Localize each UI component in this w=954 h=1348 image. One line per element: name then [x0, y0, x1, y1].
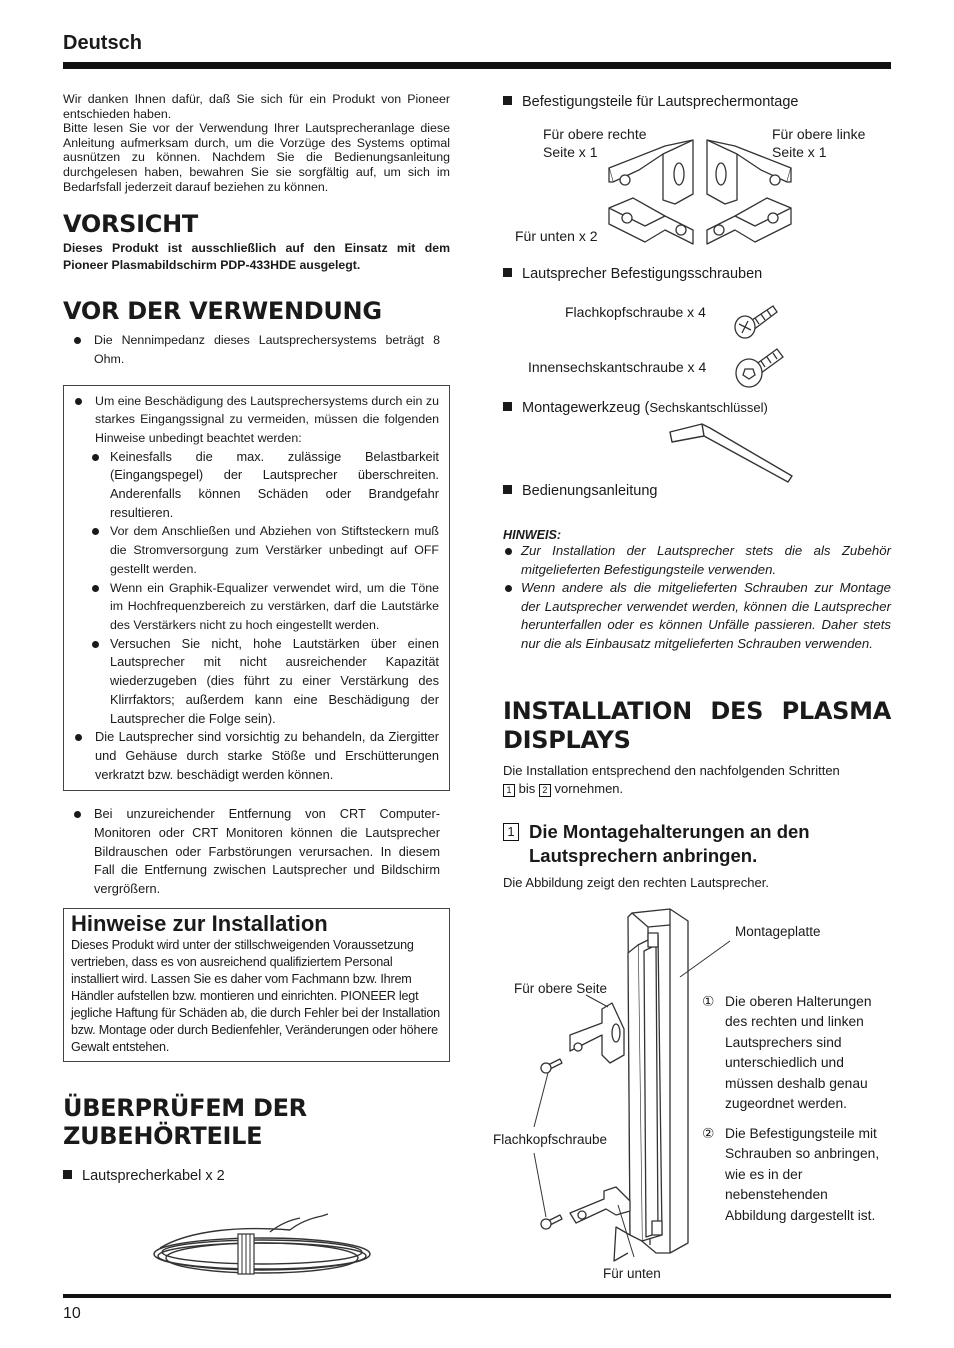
- vor-der-verwendung-heading: VOR DER VERWENDUNG: [63, 297, 382, 326]
- hinweis-item-1: [503, 542, 891, 579]
- warning-sub-1-text: Keinesfalls die max. zulässige Belastbarkeit (Eingangspegel) der Lautsprecher überschreiten. Anderenfalls können Schäden oder Brandgefahr resultieren.: [110, 448, 439, 520]
- intro-paragraph-1: Wir danken Ihnen dafür, daß Sie sich für ein Produkt von Pioneer entschieden haben.: [63, 92, 450, 121]
- flat-head-screw-icon: [733, 300, 783, 340]
- bullet-dot: [75, 398, 82, 405]
- square-bullet: [503, 96, 512, 105]
- brackets-item: [503, 92, 891, 112]
- warning-bullet-1-text: Um eine Beschädigung des Lautsprechersystems durch ein zu starkes Eingangssignal zu vermeiden, müssen die folgenden Hinweise unbedingt beachtet werden:: [95, 393, 439, 445]
- bullet-dot: [74, 811, 81, 818]
- warning-sub-3: [64, 579, 439, 635]
- tool-item-text-small: Sechskantschlüssel): [649, 400, 768, 415]
- hinweis-item-1-text: Zur Installation der Lautsprecher stets die als Zubehör mitgelieferten Befestigungsteile verwenden.: [521, 543, 891, 577]
- installation-heading: INSTALLATION DES PLASMA DISPLAYS: [503, 697, 891, 754]
- left-column: [63, 92, 450, 1186]
- warning-bullet-2-text: Die Lautsprecher sind vorsichtig zu behandeln, da Ziergitter und Gehäuse durch starke Stöße und Erschütterungen verkratzt bzw. beschädigt werden können.: [95, 729, 439, 782]
- warning-sub-4-text: Versuchen Sie nicht, hohe Lautstärken über einen Lautsprecher mit nicht ausreichender Kapazität wiederzugeben (dies führt zu einer Verstärkung des Klirrfaktors; außerdem kann eine Beschädigung der Lautsprecher die Folge sein).: [110, 635, 439, 726]
- step-caption: Die Abbildung zeigt den rechten Lautsprecher.: [503, 875, 769, 890]
- fig-note-1-num: ①: [702, 994, 715, 1009]
- impedance-text: Die Nennimpedanz dieses Lautsprechersystems beträgt 8 Ohm.: [94, 333, 440, 366]
- warning-sub-1: [64, 448, 439, 523]
- crt-bullet-text: Bei unzureichender Entfernung von CRT Computer-Monitoren oder CRT Monitoren können die Lautsprecher Bildrauschen oder Farbstörungen verursachen. In diesem Fall die Entfernung zwischen Lautsprecher und Bildschirm vergrößern.: [94, 806, 440, 897]
- speaker-mounting-figure: [520, 905, 720, 1265]
- installation-notes-text: Dieses Produkt wird unter der stillschweigenden Voraussetzung vertrieben, dass es von ausreichend qualifiziertem Personal installiert wird. Lassen Sie es daher vom Fachmann bzw. Ihrem Händler aufstellen bzw. montieren und einrichten. PIONEER legt jegliche Haftung für Schäden ab, die durch Fehler bei der Installation bzw. Montage oder durch Bedienfehler, Veränderungen oder höhere Gewalt entstehen.: [71, 937, 440, 1054]
- vorsicht-text: Dieses Produkt ist ausschließlich auf den Einsatz mit dem Pioneer Plasmabildschirm PDP-433HDE ausgelegt.: [63, 241, 450, 273]
- warning-box: [63, 385, 450, 792]
- fig-lower-label: Für unten: [603, 1266, 661, 1281]
- hinweis-item-2: [503, 579, 891, 653]
- fig-note-1: [702, 992, 892, 1114]
- hinweis-heading: HINWEIS:: [503, 528, 562, 542]
- fig-montageplatte-label: Montageplatte: [735, 924, 821, 939]
- crt-bullet: [63, 805, 450, 899]
- bottom-rule: [63, 1294, 891, 1298]
- fig-note-2-num: ②: [702, 1126, 715, 1141]
- mounting-brackets-icon: [605, 138, 795, 250]
- warning-sub-2: [64, 522, 439, 578]
- hinweis-section: [503, 528, 891, 654]
- bullet-dot: [505, 548, 512, 555]
- manual-item: [503, 481, 657, 501]
- hex-socket-screw-icon: [733, 345, 788, 390]
- step-ref-2: 2: [539, 784, 551, 797]
- screws-item: [503, 264, 762, 284]
- installation-intro-a: Die Installation entsprechend den nachfolgenden Schritten: [503, 763, 840, 778]
- warning-sub-2-text: Vor dem Anschließen und Abziehen von Stiftsteckern muß die Stromversorgung zum Verstärker unbedingt auf OFF gestellt werden.: [110, 524, 439, 576]
- label-upper-right: Für obere rechte Seite x 1: [543, 126, 647, 160]
- installation-intro: [503, 762, 891, 798]
- bullet-dot: [92, 585, 99, 592]
- installation-intro-b: vornehmen.: [554, 781, 624, 796]
- square-bullet: [503, 402, 512, 411]
- bullet-dot: [92, 528, 99, 535]
- bullet-dot: [75, 734, 82, 741]
- installation-notes-heading: Hinweise zur Installation: [71, 910, 328, 936]
- page-number: 10: [63, 1305, 81, 1322]
- label-upper-left: Für obere linke Seite x 1: [772, 126, 866, 160]
- label-lower: Für unten x 2: [515, 228, 598, 244]
- fig-note-1-text: Die oberen Halterungen des rechten und linken Lautsprechers sind unterschiedlich und müssen deshalb genau zugeordnet werden.: [725, 994, 872, 1112]
- warning-sub-4: [64, 635, 439, 729]
- step-number: 1: [503, 823, 519, 841]
- cable-item: [63, 1166, 450, 1186]
- impedance-bullet: [63, 331, 450, 368]
- warning-bullet-1: [64, 392, 439, 448]
- fig-note-2: [702, 1124, 892, 1226]
- brackets-item-text: Befestigungsteile für Lautsprechermontage: [522, 94, 799, 110]
- cable-item-text: Lautsprecherkabel x 2: [82, 1167, 225, 1184]
- installation-notes-box: [63, 908, 450, 1062]
- screws-item-text: Lautsprecher Befestigungsschrauben: [522, 266, 763, 282]
- step-title: Die Montagehalterungen an den Lautsprechern anbringen.: [529, 821, 810, 866]
- zubehor-heading: ÜBERPRÜFEM DER ZUBEHÖRTEILE: [63, 1093, 307, 1150]
- warning-sub-3-text: Wenn ein Graphik-Equalizer verwendet wird, um die Töne im Hochfrequenzbereich zu verstärken, darf die Lautstärke des Verstärkers nicht zu hoch eingestellt werden.: [110, 580, 439, 632]
- step-ref-1: 1: [503, 784, 515, 797]
- square-bullet: [503, 268, 512, 277]
- tool-item: [503, 398, 768, 418]
- fig-note-2-text: Die Befestigungsteile mit Schrauben so anbringen, wie es in der nebenstehenden Abbildung dargestellt ist.: [725, 1126, 880, 1223]
- fig-upper-side-label: Für obere Seite: [514, 981, 608, 996]
- bullet-dot: [74, 337, 81, 344]
- bullet-dot: [505, 585, 512, 592]
- hinweis-item-2-text: Wenn andere als die mitgelieferten Schrauben zur Montage der Lautsprecher verwendet werden, können die Lautsprecher herunterfallen oder es können Unfälle passieren. Daher stets nur die als Einbausatz mitgelieferten Schrauben verwenden.: [521, 580, 891, 651]
- bullet-dot: [92, 641, 99, 648]
- installation-bis: bis: [518, 781, 536, 796]
- language-label: Deutsch: [63, 32, 142, 54]
- label-hex-screw: Innensechskantschraube x 4: [528, 359, 707, 375]
- square-bullet: [63, 1170, 72, 1179]
- hex-key-icon: [668, 420, 798, 485]
- label-flat-screw: Flachkopfschraube x 4: [565, 304, 706, 320]
- intro-paragraph-2: Bitte lesen Sie vor der Verwendung Ihrer Lautsprecheranlage diese Anleitung aufmerksam durch, um die Vorzüge des Systems optimal ausnützen zu können. Nachdem Sie die Bedienungsanleitung durchgelesen haben, bewahren Sie sie sorgfältig auf, um sich im Bedarfsfall jederzeit darauf beziehen zu können.: [63, 121, 450, 194]
- fig-flat-screw-label: Flachkopfschraube: [493, 1132, 608, 1147]
- top-rule: [63, 62, 891, 69]
- warning-bullet-2: [64, 728, 439, 784]
- speaker-cable-icon: [150, 1212, 370, 1287]
- step-1: [503, 820, 891, 868]
- vorsicht-heading: VORSICHT: [63, 210, 198, 239]
- square-bullet: [503, 485, 512, 494]
- intro-text: [63, 92, 450, 194]
- bullet-dot: [92, 454, 99, 461]
- tool-item-text: Montagewerkzeug (: [522, 400, 650, 416]
- manual-item-text: Bedienungsanleitung: [522, 483, 658, 499]
